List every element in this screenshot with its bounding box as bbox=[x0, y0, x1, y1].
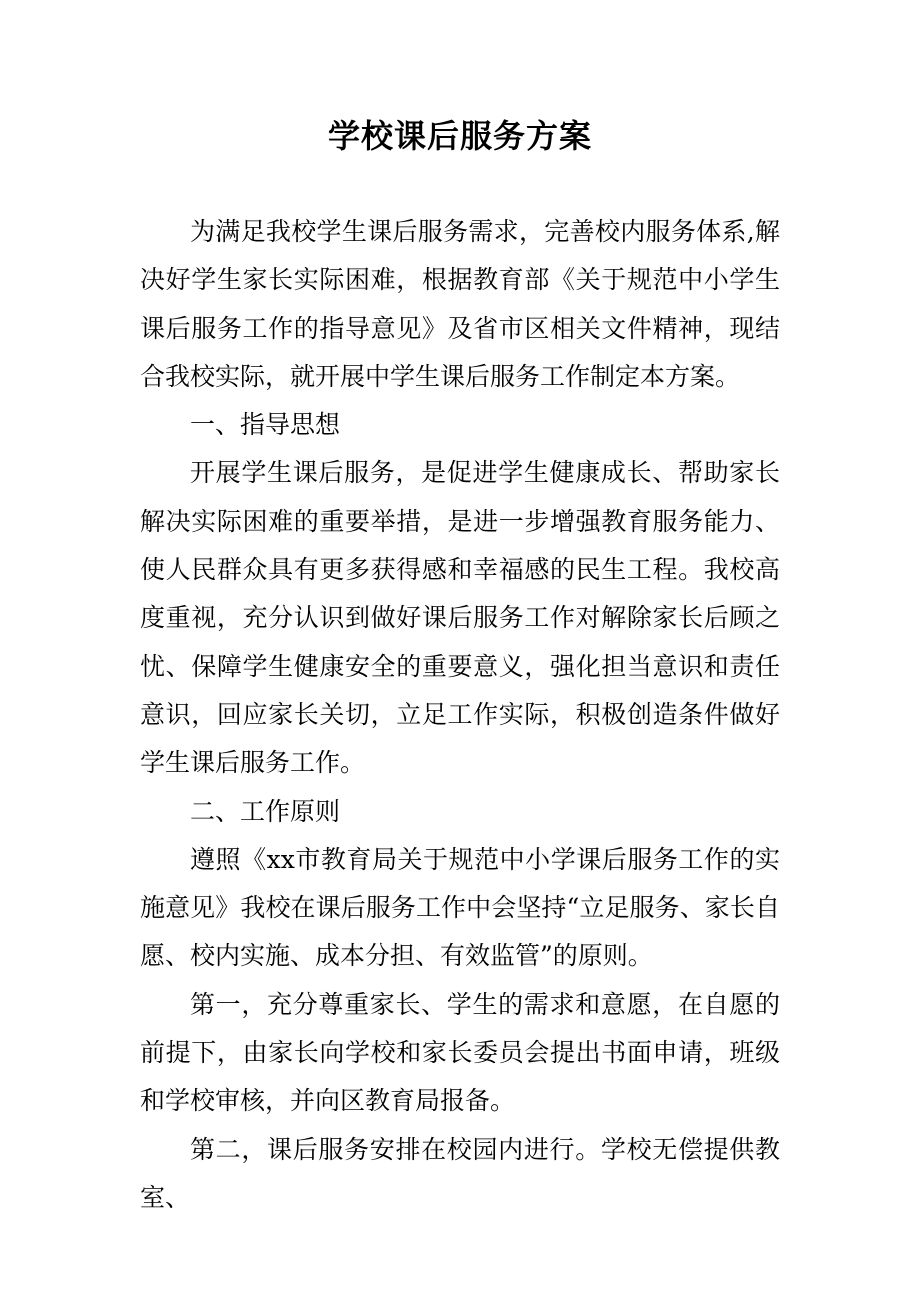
principle-first-paragraph: 第一，充分尊重家长、学生的需求和意愿，在自愿的前提下，由家长向学校和家长委员会提出书面申请，班级和学校审核，并向区教育局报备。 bbox=[140, 989, 780, 1116]
intro-paragraph: 为满足我校学生课后服务需求，完善校内服务体系,解决好学生家长实际困难，根据教育部《关于规范中小学生课后服务工作的指导意见》及省市区相关文件精神，现结合我校实际，就开展中学生课后服务工作制定本方案。 bbox=[140, 217, 780, 391]
document-title: 学校课后服务方案 bbox=[327, 117, 592, 155]
document-body bbox=[140, 208, 780, 1222]
principle-second-paragraph: 第二，课后服务安排在校园内进行。学校无偿提供教室、 bbox=[140, 1134, 780, 1212]
guiding-thought-paragraph: 开展学生课后服务，是促进学生健康成长、帮助家长解决实际困难的重要举措，是进一步增强教育服务能力、使人民群众具有更多获得感和幸福感的民生工程。我校高度重视，充分认识到做好课后服务工作对解除家长后顾之忧、保障学生健康安全的重要意义，强化担当意识和责任意识，回应家长关切，立足工作实际，积极创造条件做好学生课后服务工作。 bbox=[140, 458, 780, 778]
section-heading-work-principles: 二、工作原则 bbox=[190, 796, 341, 826]
work-principles-paragraph: 遵照《xx市教育局关于规范中小学课后服务工作的实施意见》我校在课后服务工作中会坚持“立足服务、家长自愿、校内实施、成本分担、有效监管”的原则。 bbox=[140, 844, 780, 971]
section-heading-guiding-thought: 一、指导思想 bbox=[190, 410, 341, 440]
